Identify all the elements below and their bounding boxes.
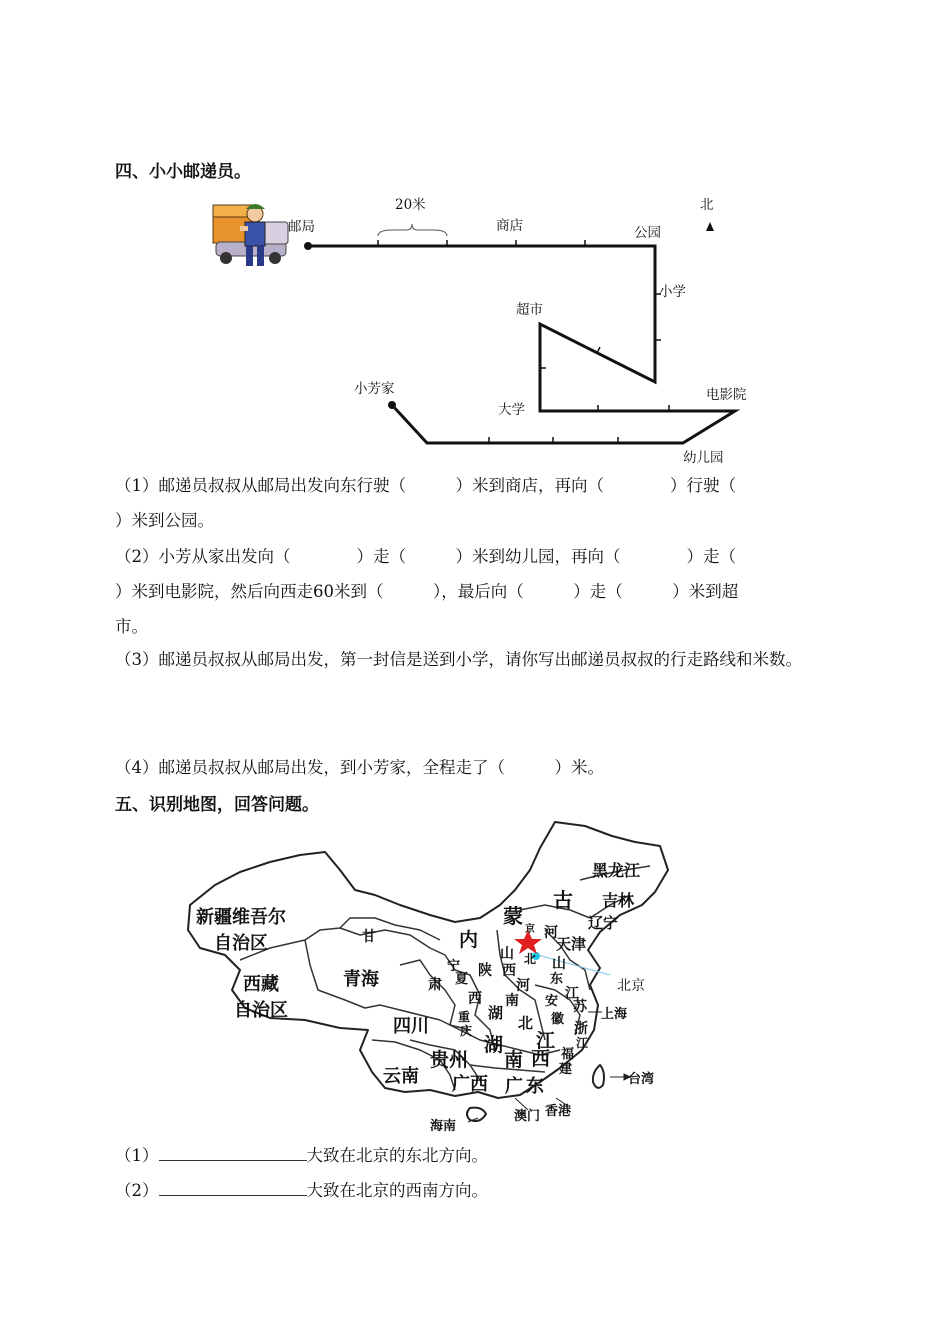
post-office-dot	[304, 242, 312, 250]
place-park: 公园	[634, 225, 661, 241]
map-label-gansu-2: 肃	[428, 977, 442, 993]
s5-q1-prefix: （1）	[115, 1146, 159, 1165]
map-label-fujian-1: 福	[561, 1047, 575, 1062]
s5-q2	[115, 1177, 488, 1201]
map-label-sichuan: 四川	[393, 1016, 429, 1037]
map-label-jiangxi-1: 江	[536, 1030, 556, 1052]
map-label-jiangsu-2: 苏	[573, 999, 587, 1015]
map-label-chongqing-2: 庆	[460, 1024, 473, 1038]
section5-title: 五、识别地图，回答问题。	[115, 795, 319, 815]
map-label-gansu-1: 甘	[362, 929, 376, 945]
s4-q3: （3）邮递员叔叔从邮局出发，第一封信是送到小学，请你写出邮递员叔叔的行走路线和米数。	[115, 650, 802, 669]
map-label-shanxi-1: 山	[500, 946, 514, 962]
map-label-inner-mongolia-2: 蒙	[503, 904, 523, 928]
map-label-shanxi-2: 西	[502, 963, 516, 979]
s5-q1	[115, 1142, 488, 1166]
map-label-ningxia-1: 宁	[447, 959, 461, 974]
north-arrow-icon	[706, 222, 714, 231]
map-label-shanghai: 上海	[601, 1007, 628, 1022]
map-label-guizhou: 贵州	[430, 1049, 469, 1071]
map-label-hubei-1: 湖	[488, 1004, 504, 1022]
map-label-beijing-small: 京	[525, 924, 535, 935]
map-label-jilin: 吉林	[602, 891, 635, 910]
map-label-zhejiang-2: 江	[576, 1036, 589, 1050]
map-label-yunnan: 云南	[383, 1066, 419, 1087]
map-label-xinjiang: 新疆维吾尔 自治区	[196, 907, 286, 954]
place-university: 大学	[498, 402, 525, 418]
place-post-office: 邮局	[288, 219, 315, 235]
xiaofang-home-dot	[388, 401, 396, 409]
map-label-qinghai: 青海	[343, 969, 379, 990]
map-label-guangdong-2: 东	[526, 1076, 544, 1097]
map-label-anhui-2: 徽	[551, 1012, 565, 1027]
map-label-shaanxi-2: 西	[468, 991, 482, 1007]
north-label: 北	[700, 197, 714, 213]
taiwan-shape	[593, 1065, 604, 1088]
place-kindergarten: 幼儿园	[683, 450, 724, 466]
place-primary-school: 小学	[659, 284, 686, 300]
postman-illustration	[213, 204, 288, 266]
map-label-taiwan: 台湾	[628, 1072, 655, 1087]
map-label-henan-1: 河	[516, 978, 530, 994]
s5-q1-blank[interactable]	[159, 1144, 307, 1161]
map-label-guangxi: 广西	[452, 1074, 488, 1095]
map-label-beijing-callout: 北京	[617, 978, 645, 994]
map-label-liaoning: 辽宁	[588, 914, 619, 932]
map-label-ningxia-2: 夏	[455, 972, 469, 987]
scale-label: 20米	[395, 197, 426, 213]
s4-q2-line1: （2）小芳从家出发向（ ）走（ ）米到幼儿园，再向（ ）走（	[115, 547, 736, 566]
section4-title: 四、小小邮递员。	[115, 162, 251, 182]
map-label-guangdong-1: 广	[505, 1076, 523, 1097]
map-label-inner-mongolia-3: 古	[553, 888, 573, 912]
map-label-henan-2: 南	[505, 993, 519, 1009]
place-shop: 商店	[496, 218, 523, 234]
map-label-heilongjiang: 黑龙江	[592, 861, 641, 880]
map-label-shandong-1: 山	[552, 956, 566, 972]
scale-brace	[378, 224, 447, 236]
map-label-hunan-2: 南	[504, 1049, 524, 1071]
s4-q1-line2: ）米到公园。	[115, 511, 214, 530]
map-label-shandong-2: 东	[550, 972, 564, 987]
s5-q1-suffix: 大致在北京的东北方向。	[306, 1146, 488, 1165]
map-label-zhejiang-1: 浙	[574, 1021, 588, 1037]
place-xiaofang-home: 小芳家	[354, 381, 395, 397]
map-label-jiangxi-2: 西	[531, 1048, 551, 1070]
s4-q2-line3: 市。	[115, 617, 148, 636]
map-label-hainan: 海南	[430, 1119, 457, 1134]
s4-q2-line2: ）米到电影院，然后向西走60米到（ ），最后向（ ）走（ ）米到超	[115, 582, 739, 601]
map-label-chongqing-1: 重	[458, 1010, 471, 1024]
map-label-tibet: 西藏 自治区	[234, 974, 288, 1021]
map-label-fujian-2: 建	[559, 1062, 573, 1077]
map-label-jiangsu-1: 江	[565, 986, 579, 1002]
s5-q2-blank[interactable]	[159, 1179, 307, 1196]
map-label-hongkong: 香港	[545, 1104, 572, 1119]
s4-q1-line1: （1）邮递员叔叔从邮局出发向东行驶（ ）米到商店，再向（ ）行驶（	[115, 476, 736, 495]
place-cinema: 电影院	[706, 387, 747, 403]
map-label-anhui-1: 安	[545, 994, 559, 1009]
s5-q2-prefix: （2）	[115, 1181, 159, 1200]
map-label-hunan-1: 湖	[484, 1034, 504, 1056]
map-label-inner-mongolia-1: 内	[459, 929, 479, 951]
map-label-shaanxi-1: 陕	[478, 963, 492, 979]
s4-q4: （4）邮递员叔叔从邮局出发，到小芳家，全程走了（ ）米。	[115, 758, 604, 777]
map-label-hebei-1: 河	[544, 925, 558, 941]
route-diagram	[0, 185, 950, 475]
map-label-hubei-2: 北	[518, 1014, 534, 1032]
place-supermarket: 超市	[516, 302, 543, 318]
s5-q2-suffix: 大致在北京的西南方向。	[306, 1181, 488, 1200]
map-label-macau: 澳门	[514, 1109, 541, 1124]
map-label-hebei-2: 北	[524, 952, 537, 966]
map-label-tianjin: 天津	[556, 935, 587, 953]
